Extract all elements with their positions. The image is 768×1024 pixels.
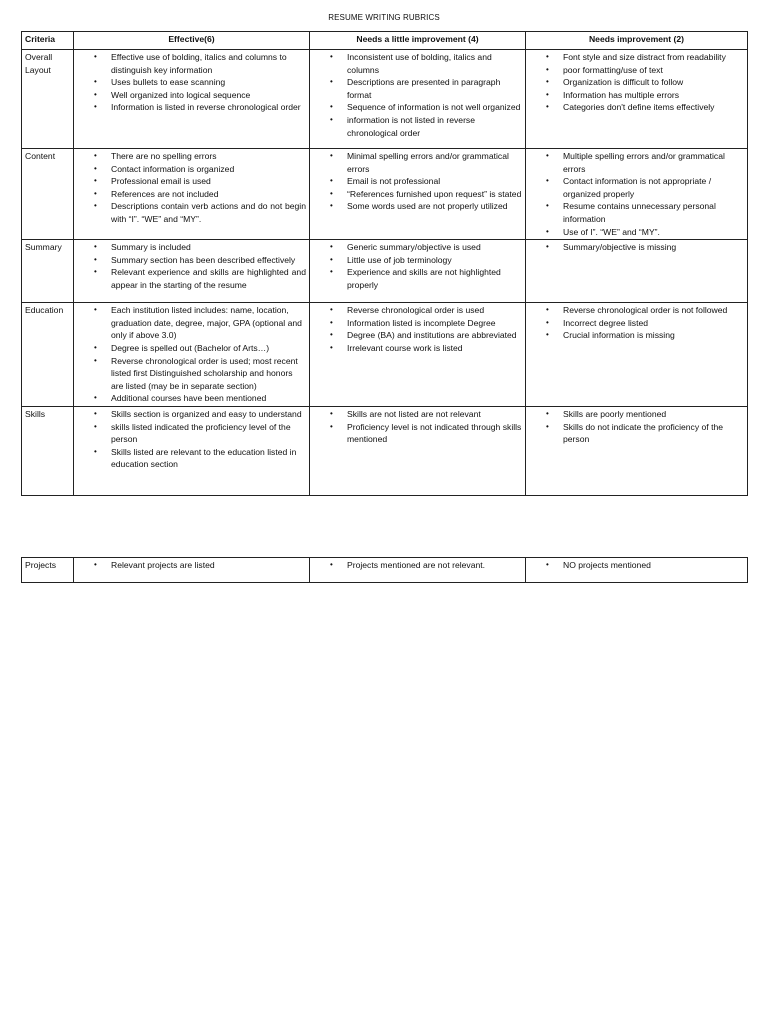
- list-item: • Summary section has been described effectively: [77, 254, 306, 267]
- list-item: • information is not listed in reverse chronological order: [313, 114, 522, 139]
- list-item: • Relevant experience and skills are highlighted and appear in the starting of the resume: [77, 266, 306, 291]
- projects-table: [21, 557, 748, 583]
- list-item: • Contact information is not appropriate / organized properly: [529, 175, 744, 200]
- column-header-needs-improvement: Needs improvement (2): [526, 32, 748, 50]
- effective-cell: [74, 558, 310, 583]
- little-improvement-cell: [310, 149, 526, 240]
- criteria-cell: Summary: [22, 240, 74, 303]
- rubric-table: [21, 31, 748, 496]
- list-item: • poor formatting/use of text: [529, 64, 744, 77]
- list-item: • Sequence of information is not well organized: [313, 101, 522, 114]
- list-item: • Each institution listed includes: name, location, graduation date, degree, major, GPA (optional and only if above 3.0): [77, 304, 306, 342]
- table-row: [22, 240, 748, 303]
- little-improvement-cell: [310, 303, 526, 407]
- list-item: • Skills do not indicate the proficiency of the person: [529, 421, 744, 446]
- list-item: • Descriptions are presented in paragraph format: [313, 76, 522, 101]
- effective-cell: [74, 240, 310, 303]
- list-item: • Information is listed in reverse chronological order: [77, 101, 306, 114]
- document-title: RESUME WRITING RUBRICS: [328, 13, 440, 22]
- list-item: • Professional email is used: [77, 175, 306, 188]
- list-item: • Inconsistent use of bolding, italics and columns: [313, 51, 522, 76]
- criteria-cell: Overall Layout: [22, 50, 74, 149]
- needs-improvement-cell: [526, 240, 748, 303]
- list-item: • Effective use of bolding, italics and columns to distinguish key information: [77, 51, 306, 76]
- list-item: • Reverse chronological order is used; most recent listed first Distinguished scholarship and honors are listed (may be in separate section): [77, 355, 306, 393]
- header-row: [22, 32, 748, 50]
- list-item: • Minimal spelling errors and/or grammatical errors: [313, 150, 522, 175]
- list-item: • Incorrect degree listed: [529, 317, 744, 330]
- list-item: • Well organized into logical sequence: [77, 89, 306, 102]
- list-item: • Font style and size distract from readability: [529, 51, 744, 64]
- list-item: • Degree is spelled out (Bachelor of Arts…): [77, 342, 306, 355]
- little-improvement-cell: [310, 406, 526, 495]
- criteria-cell: Projects: [22, 558, 74, 583]
- table-row: [22, 303, 748, 407]
- effective-cell: [74, 406, 310, 495]
- list-item: • Relevant projects are listed: [77, 559, 306, 572]
- list-item: • Skills are not listed are not relevant: [313, 408, 522, 421]
- table-row: [22, 558, 748, 583]
- list-item: • Multiple spelling errors and/or grammatical errors: [529, 150, 744, 175]
- list-item: • Reverse chronological order is used: [313, 304, 522, 317]
- criteria-cell: Education: [22, 303, 74, 407]
- list-item: • Contact information is organized: [77, 163, 306, 176]
- list-item: • Proficiency level is not indicated through skills mentioned: [313, 421, 522, 446]
- list-item: • Information listed is incomplete Degree: [313, 317, 522, 330]
- list-item: • Projects mentioned are not relevant.: [313, 559, 522, 572]
- needs-improvement-cell: [526, 149, 748, 240]
- list-item: • Irrelevant course work is listed: [313, 342, 522, 355]
- effective-cell: [74, 303, 310, 407]
- list-item: • Reverse chronological order is not followed: [529, 304, 744, 317]
- list-item: • Categories don't define items effectively: [529, 101, 744, 114]
- criteria-cell: Skills: [22, 406, 74, 495]
- column-header-effective: Effective(6): [74, 32, 310, 50]
- list-item: • Information has multiple errors: [529, 89, 744, 102]
- list-item: • Email is not professional: [313, 175, 522, 188]
- column-header-little-improvement: Needs a little improvement (4): [310, 32, 526, 50]
- needs-improvement-cell: [526, 303, 748, 407]
- list-item: • Summary/objective is missing: [529, 241, 744, 254]
- list-item: • Summary is included: [77, 241, 306, 254]
- effective-cell: [74, 50, 310, 149]
- list-item: • skills listed indicated the proficiency level of the person: [77, 421, 306, 446]
- effective-cell: [74, 149, 310, 240]
- list-item: • Degree (BA) and institutions are abbreviated: [313, 329, 522, 342]
- list-item: • Resume contains unnecessary personal information: [529, 200, 744, 225]
- list-item: • Skills listed are relevant to the education listed in education section: [77, 446, 306, 471]
- little-improvement-cell: [310, 50, 526, 149]
- list-item: • Additional courses have been mentioned: [77, 392, 306, 405]
- little-improvement-cell: [310, 558, 526, 583]
- list-item: • Little use of job terminology: [313, 254, 522, 267]
- list-item: • Skills are poorly mentioned: [529, 408, 744, 421]
- needs-improvement-cell: [526, 406, 748, 495]
- list-item: • Experience and skills are not highlighted properly: [313, 266, 522, 291]
- list-item: • Descriptions contain verb actions and do not begin with “I”. “WE” and “MY”.: [77, 200, 306, 225]
- table-row: [22, 406, 748, 495]
- table-row: [22, 50, 748, 149]
- table-row: [22, 149, 748, 240]
- list-item: • Use of I”. “WE” and “MY”.: [529, 226, 744, 239]
- list-item: • NO projects mentioned: [529, 559, 744, 572]
- little-improvement-cell: [310, 240, 526, 303]
- criteria-cell: Content: [22, 149, 74, 240]
- column-header-criteria: Criteria: [22, 32, 74, 50]
- list-item: • Skills section is organized and easy to understand: [77, 408, 306, 421]
- list-item: • Uses bullets to ease scanning: [77, 76, 306, 89]
- list-item: • Generic summary/objective is used: [313, 241, 522, 254]
- list-item: • References are not included: [77, 188, 306, 201]
- needs-improvement-cell: [526, 558, 748, 583]
- list-item: • Some words used are not properly utilized: [313, 200, 522, 213]
- list-item: • Crucial information is missing: [529, 329, 744, 342]
- list-item: • Organization is difficult to follow: [529, 76, 744, 89]
- list-item: • “References furnished upon request” is stated: [313, 188, 522, 201]
- list-item: • There are no spelling errors: [77, 150, 306, 163]
- needs-improvement-cell: [526, 50, 748, 149]
